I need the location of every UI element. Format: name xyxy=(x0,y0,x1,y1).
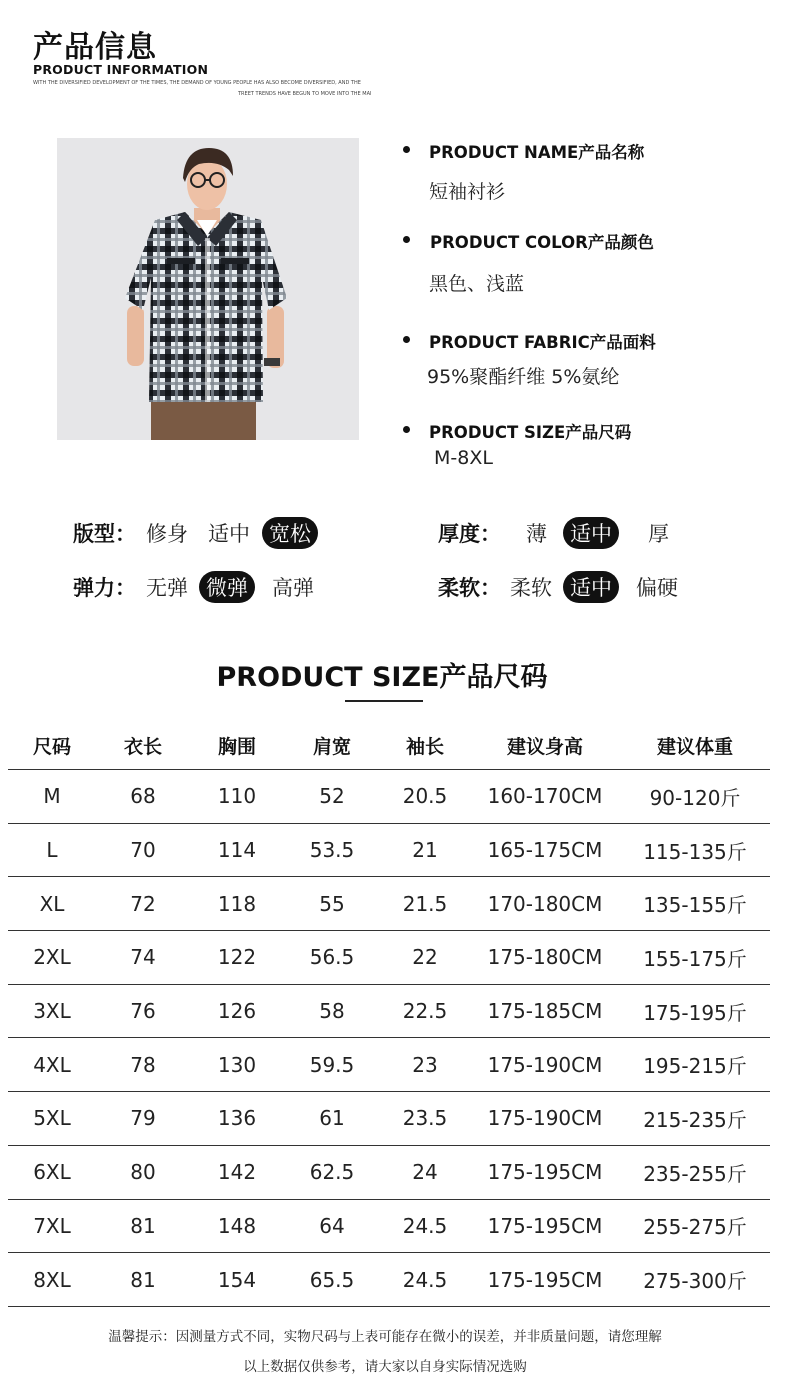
table-row xyxy=(8,1199,770,1253)
col-header-size: 尺码 xyxy=(8,722,96,770)
col-header-sleeve: 袖长 xyxy=(380,722,470,770)
disclaimer-line-2: 以上数据仅供参考，请大家以自身实际情况选购 xyxy=(243,1359,527,1375)
table-row xyxy=(8,770,770,824)
col-header-shoulder: 肩宽 xyxy=(284,722,380,770)
cell-length: 80 xyxy=(96,1145,190,1199)
cell-sleeve: 24 xyxy=(380,1145,470,1199)
cell-size: 8XL xyxy=(8,1253,96,1307)
thickness-label: 厚度： xyxy=(438,522,501,546)
cell-shoulder: 62.5 xyxy=(284,1145,380,1199)
cell-shoulder: 55 xyxy=(284,877,380,931)
cell-chest: 130 xyxy=(190,1038,284,1092)
softness-option-soft: 柔软 xyxy=(510,576,552,600)
cell-shoulder: 56.5 xyxy=(284,931,380,985)
elasticity-option-high: 高弹 xyxy=(272,576,314,600)
cell-weight: 195-215斤 xyxy=(620,1038,770,1092)
table-row xyxy=(8,931,770,985)
col-header-chest: 胸围 xyxy=(190,722,284,770)
cell-length: 78 xyxy=(96,1038,190,1092)
product-size-value: M-8XL xyxy=(434,447,493,469)
softness-option-stiff: 偏硬 xyxy=(636,576,678,600)
cell-size: M xyxy=(8,770,96,824)
cell-height: 175-195CM xyxy=(470,1253,620,1307)
cell-sleeve: 24.5 xyxy=(380,1199,470,1253)
table-row xyxy=(8,823,770,877)
cell-sleeve: 22.5 xyxy=(380,984,470,1038)
softness-option-medium-selected: 适中 xyxy=(563,571,619,603)
cell-length: 70 xyxy=(96,823,190,877)
product-name-value: 短袖衬衫 xyxy=(429,181,506,203)
cell-length: 81 xyxy=(96,1199,190,1253)
cell-chest: 148 xyxy=(190,1199,284,1253)
cell-size: 6XL xyxy=(8,1145,96,1199)
tagline-line-2: TREET TRENDS HAVE BEGUN TO MOVE INTO THE MAI xyxy=(238,91,372,97)
cell-chest: 154 xyxy=(190,1253,284,1307)
col-header-height: 建议身高 xyxy=(470,722,620,770)
cell-size: 7XL xyxy=(8,1199,96,1253)
fit-option-slim: 修身 xyxy=(146,522,188,546)
table-row xyxy=(8,1092,770,1146)
elasticity-option-none: 无弹 xyxy=(146,576,188,600)
cell-length: 79 xyxy=(96,1092,190,1146)
bullet-icon xyxy=(403,426,410,433)
product-name-label: PRODUCT NAME产品名称 xyxy=(429,143,645,162)
cell-length: 72 xyxy=(96,877,190,931)
fit-option-loose-selected: 宽松 xyxy=(262,517,318,549)
product-size-label: PRODUCT SIZE产品尺码 xyxy=(429,423,632,442)
thickness-option-medium-selected: 适中 xyxy=(563,517,619,549)
table-row xyxy=(8,1253,770,1307)
size-chart-title: PRODUCT SIZE产品尺码 xyxy=(216,662,548,693)
cell-weight: 135-155斤 xyxy=(620,877,770,931)
cell-weight: 275-300斤 xyxy=(620,1253,770,1307)
product-fabric-label: PRODUCT FABRIC产品面料 xyxy=(429,333,656,352)
cell-sleeve: 24.5 xyxy=(380,1253,470,1307)
size-table xyxy=(8,722,770,1307)
cell-shoulder: 61 xyxy=(284,1092,380,1146)
product-photo xyxy=(57,138,359,440)
tagline-line-1: WITH THE DIVERSIFIED DEVELOPMENT OF THE TIMES, THE DEMAND OF YOUNG PEOPLE HAS ALSO BECOME DIVERSIFIED, AND THE xyxy=(33,80,361,86)
model-illustration xyxy=(57,138,359,440)
cell-shoulder: 53.5 xyxy=(284,823,380,877)
cell-size: 2XL xyxy=(8,931,96,985)
cell-sleeve: 21.5 xyxy=(380,877,470,931)
cell-weight: 90-120斤 xyxy=(620,770,770,824)
table-row xyxy=(8,984,770,1038)
cell-length: 81 xyxy=(96,1253,190,1307)
cell-size: 4XL xyxy=(8,1038,96,1092)
cell-height: 175-190CM xyxy=(470,1092,620,1146)
cell-size: XL xyxy=(8,877,96,931)
cell-weight: 235-255斤 xyxy=(620,1145,770,1199)
page-subtitle: PRODUCT INFORMATION xyxy=(33,62,209,77)
cell-chest: 136 xyxy=(190,1092,284,1146)
bullet-icon xyxy=(403,146,410,153)
cell-height: 175-185CM xyxy=(470,984,620,1038)
bullet-icon xyxy=(403,336,410,343)
cell-shoulder: 59.5 xyxy=(284,1038,380,1092)
disclaimer-line-1: 温馨提示：因测量方式不同，实物尺码与上表可能存在微小的误差，并非质量问题，请您理解 xyxy=(108,1329,662,1345)
product-color-label: PRODUCT COLOR产品颜色 xyxy=(430,233,654,252)
cell-size: 3XL xyxy=(8,984,96,1038)
cell-shoulder: 52 xyxy=(284,770,380,824)
cell-chest: 142 xyxy=(190,1145,284,1199)
col-header-weight: 建议体重 xyxy=(620,722,770,770)
table-row xyxy=(8,877,770,931)
title-underline xyxy=(345,700,423,702)
cell-sleeve: 23.5 xyxy=(380,1092,470,1146)
cell-size: L xyxy=(8,823,96,877)
cell-height: 175-190CM xyxy=(470,1038,620,1092)
cell-weight: 175-195斤 xyxy=(620,984,770,1038)
cell-chest: 122 xyxy=(190,931,284,985)
elasticity-option-slight-selected: 微弹 xyxy=(199,571,255,603)
page-title: 产品信息 xyxy=(33,30,157,65)
bullet-icon xyxy=(403,236,410,243)
cell-sleeve: 20.5 xyxy=(380,770,470,824)
product-color-value: 黑色、浅蓝 xyxy=(429,273,525,295)
cell-weight: 115-135斤 xyxy=(620,823,770,877)
cell-weight: 155-175斤 xyxy=(620,931,770,985)
product-fabric-value: 95%聚酯纤维 5%氨纶 xyxy=(427,366,620,388)
cell-weight: 215-235斤 xyxy=(620,1092,770,1146)
cell-sleeve: 22 xyxy=(380,931,470,985)
thickness-option-thin: 薄 xyxy=(526,522,547,546)
cell-shoulder: 65.5 xyxy=(284,1253,380,1307)
fit-option-regular: 适中 xyxy=(208,522,250,546)
cell-length: 74 xyxy=(96,931,190,985)
cell-sleeve: 23 xyxy=(380,1038,470,1092)
size-table-header-row xyxy=(8,722,770,770)
elasticity-label: 弹力： xyxy=(73,576,136,600)
cell-sleeve: 21 xyxy=(380,823,470,877)
table-row xyxy=(8,1038,770,1092)
cell-height: 160-170CM xyxy=(470,770,620,824)
cell-weight: 255-275斤 xyxy=(620,1199,770,1253)
table-row xyxy=(8,1145,770,1199)
fit-label: 版型： xyxy=(73,522,136,546)
col-header-length: 衣长 xyxy=(96,722,190,770)
cell-shoulder: 64 xyxy=(284,1199,380,1253)
cell-chest: 126 xyxy=(190,984,284,1038)
cell-length: 68 xyxy=(96,770,190,824)
cell-length: 76 xyxy=(96,984,190,1038)
cell-height: 175-195CM xyxy=(470,1199,620,1253)
cell-height: 170-180CM xyxy=(470,877,620,931)
softness-label: 柔软： xyxy=(438,576,501,600)
cell-height: 175-180CM xyxy=(470,931,620,985)
cell-size: 5XL xyxy=(8,1092,96,1146)
cell-height: 165-175CM xyxy=(470,823,620,877)
cell-height: 175-195CM xyxy=(470,1145,620,1199)
cell-chest: 114 xyxy=(190,823,284,877)
thickness-option-thick: 厚 xyxy=(648,522,669,546)
cell-chest: 110 xyxy=(190,770,284,824)
cell-shoulder: 58 xyxy=(284,984,380,1038)
cell-chest: 118 xyxy=(190,877,284,931)
